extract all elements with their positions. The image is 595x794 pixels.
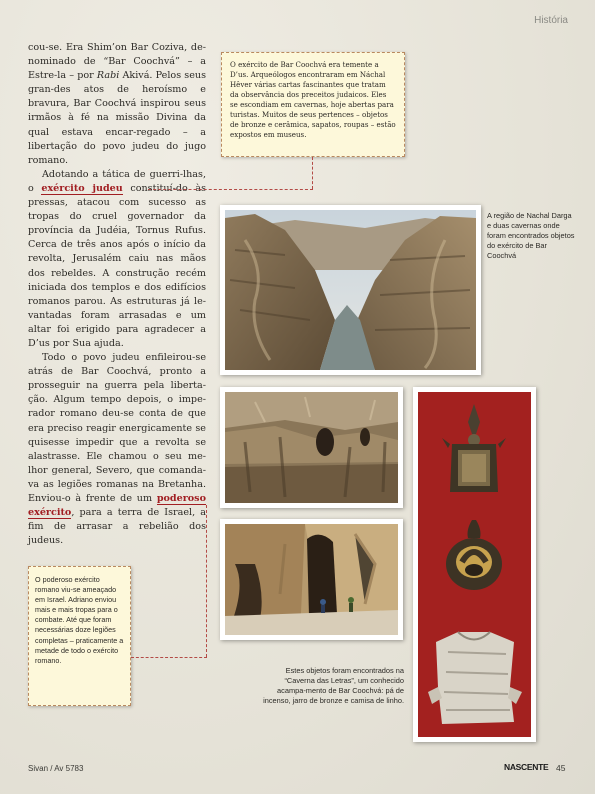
note-roman-text: O poderoso exército romano viu-se ameaçado em Israel. Adriano enviou mais e mais tropas para o combate. Até que foram necessárias doze legiões completas – praticamente a metade de todo o exército romano.	[35, 575, 124, 665]
canyon-photo	[220, 205, 481, 375]
issue-date: Sivan / Av 5783	[28, 764, 84, 773]
article-paragraph-2: Adotando a tática de guerri-lhas, o exército judeu constituí-do às pressas, atacou com sucesso as tropas do cruel governador da província da Judéia, Tornus Rufus. Cerca de três anos após o início da revolta, Jerusalém caiu nas mãos dos rebeldes. A construção recém iniciada dos templos e dos edifícios romanos parou. As estruturas já le-vantadas foram arrasadas e um altar foi erigido para agradecer a D’us por Sua ajuda.	[28, 168, 206, 349]
magazine-logo: NASCENTE	[504, 762, 549, 772]
caption-canyon: A região de Nachal Darga e duas cavernas onde foram encontrados objetos do exército de Bar Coochvá	[487, 211, 575, 260]
note-army-text: O exército de Bar Coochvá era temente a D’us. Arqueólogos encontraram em Náchal Hêver várias cartas fascinantes que tratam da observância dos preceitos judaicos. Eles se escondiam em cavernas, hoje abertas para turistas. Muitos de seus pertences – objetos de bronze e cerâmica, sapatos, roupas – estão expostos em museus.	[230, 60, 396, 139]
page-number: 45	[556, 763, 566, 773]
cave-entrance-image	[225, 524, 398, 635]
article-paragraph-1: cou-se. Era Shim’on Bar Coziva, de-nominado de “Bar Coochvá” – a Estre-la – por Rabi Akivá. Pelos seus gran-des atos de heroísmo e bravura, Bar Coochvá inspirou seus irmãos à fé na missão Divina da qual estava encar-regado – a libertação do povo judeu do jugo romano.	[28, 42, 206, 166]
artifacts-panel	[413, 387, 536, 742]
sidebar-note-army	[221, 52, 405, 157]
linen-shirt	[428, 632, 522, 724]
sidebar-note-roman-army	[28, 566, 131, 706]
cave-wall-photo	[220, 387, 403, 508]
leader-line	[131, 657, 207, 658]
article-paragraph-3: Todo o povo judeu enfileirou-se atrás de Bar Coochvá, pronto a prosseguir na guerra pela liberta-ção. Algum tempo depois, o impe-rador romano deu-se conta de que era preciso reagir energicamente se quisesse impedir que a revolta se alastrasse. Ele chamou o seu me-lhor general, Severo, que comanda-va as legiões romanas na Bretanha. Enviou-o à frente de um poderoso exército, para a terra de Israel, a fim de arrasar a rebelião dos judeus.	[28, 352, 206, 547]
cave-wall-image	[225, 392, 398, 503]
artifacts-image	[418, 392, 531, 737]
highlight-powerful-army[interactable]: poderoso exército	[28, 493, 206, 519]
leader-line	[148, 189, 313, 190]
highlight-jewish-army[interactable]: exército judeu	[41, 182, 123, 194]
section-label: História	[534, 15, 568, 26]
caption-objects: Estes objetos foram encontrados na “Caverna das Letras”, um conhecido acampa-mento de Bar Coochvá: pá de incenso, jarro de bronze e camisa de linho.	[263, 666, 404, 705]
cave-entrance-photo	[220, 519, 403, 640]
article-column	[28, 41, 206, 548]
canyon-image	[225, 210, 476, 370]
leader-line	[312, 157, 313, 189]
leader-line	[206, 505, 207, 657]
